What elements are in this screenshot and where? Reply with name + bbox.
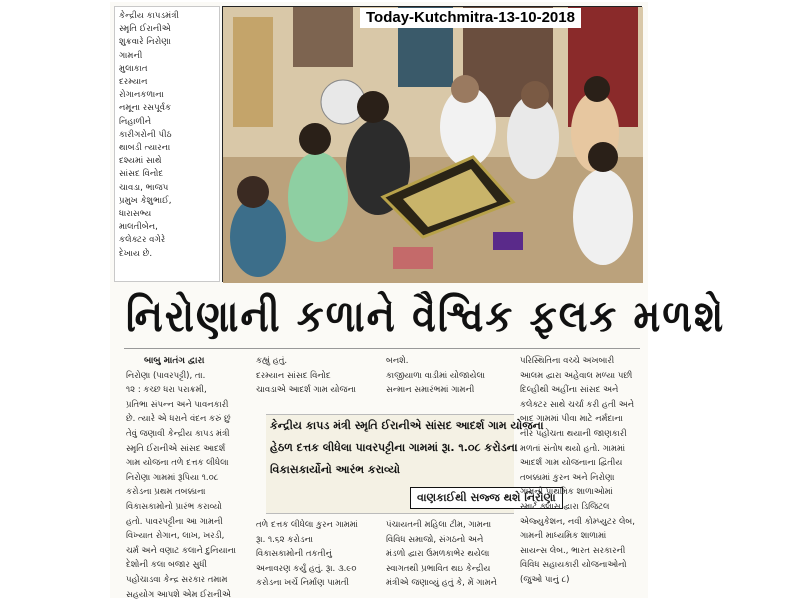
article-line: સાયન્સ લેબ., ભારત સરકારની [520, 544, 644, 559]
article-line: એજ્યુકેશન, નવી કોમ્પ્યુટર લેબ, [520, 515, 644, 530]
caption-line: દરમ્યાન [119, 76, 215, 89]
article-line: વિકાસકામોનો પ્રારંભ કરાવ્યો [126, 500, 252, 515]
article-line: મંડળો દ્વારા ઉમળકાભેર થયેલા [386, 547, 516, 562]
article-line: તેવું જણાવી કેન્દ્રીય કાપડ મંત્રી [126, 427, 252, 442]
caption-line: નમૂના રસપૂર્વક [119, 102, 215, 115]
article-line: કાજીયાળા વાડીમાં યોજાયેલા [386, 369, 516, 384]
article-line: છે. ત્યારે એ ધરાને વંદન કરું છું [126, 412, 252, 427]
caption-line: ગામની [119, 50, 215, 63]
caption-line: કારીગરોની પીઠ [119, 129, 215, 142]
article-line: દિલ્હીથી અહીંના સાંસદ અને [520, 383, 644, 398]
article-line: બાદ ગામમાં પીવા માટે નર્મદાના [520, 412, 644, 427]
article-column-3-top [386, 354, 516, 398]
article-line: મળતાં સંતોષ થયો હતો. ગામમાં [520, 442, 644, 457]
article-line: ગામની માધ્યમિક શાળામાં [520, 529, 644, 544]
caption-line: કેન્દ્રીય કાપડમંત્રી [119, 10, 215, 23]
article-line: નીર પહોંચતા થયાની જાણકારી [520, 427, 644, 442]
article-column-4 [520, 354, 644, 588]
article-line contd: (જુઓ પાનું ૮) [520, 573, 644, 588]
article-column-2-bottom [256, 518, 382, 591]
caption-line: ધારાસભ્ય [119, 208, 215, 221]
article-line: તબક્કામાં કુરન અને નિરોણા [520, 471, 644, 486]
newspaper-clipping [110, 2, 648, 598]
article-line: સહયોગ આપશે એમ ઈરાનીએ [126, 588, 252, 602]
divider [124, 348, 640, 349]
caption-line: નિહાળીને [119, 116, 215, 129]
caption-line: પ્રમુખ કેશુભાઈ, [119, 195, 215, 208]
article-line: નિરોણા (પાવરપટ્ટી), તા. [126, 369, 252, 384]
article-line: તળે દત્તક લીધેલા કુરન ગામમાં [256, 518, 382, 533]
article-line: અનાવરણ કર્યું હતું. રૂા. ૩.૯૦ [256, 562, 382, 577]
article-line: સ્માર્ટ ક્લાસ દ્વારા ડિજિટલ [520, 500, 644, 515]
article-line: વિખ્યાત રોગાન, લાખ, ખરડી, [126, 529, 252, 544]
article-line: પંચાયતની મહિલા ટીમ, ગામના [386, 518, 516, 533]
article-line: સન્માન સમારંભમાં ગામની [386, 383, 516, 398]
article-line: સ્મૃતિ ઈરાનીએ સાંસદ આદર્શ [126, 442, 252, 457]
photo-caption [114, 6, 220, 282]
article-line: ગામ યોજના તળે દત્તક લીધેલા [126, 456, 252, 471]
byline: બાબુ માતંગ દ્વારા [144, 354, 252, 369]
article-line: કરોડના પ્રથમ તબક્કાના [126, 485, 252, 500]
highlight-line: વિકાસકાર્યોનો આરંભ કરાવ્યો [266, 459, 514, 481]
photo-illustration [223, 7, 643, 283]
article-line: દરમ્યાન સાંસદ વિનોદ [256, 369, 382, 384]
article-line: વિવિધ સમાજો, સંગઠનો અને [386, 533, 516, 548]
caption-line: રોગાનકળાના [119, 89, 215, 102]
article-line: રૂા. ૧.૬૨ કરોડના [256, 533, 382, 548]
article-line: નિરોણા ગામમાં રૂપિયા ૧.૦૮ [126, 471, 252, 486]
article-line: આલમ દ્વારા અહેવાલ મળ્યા પછી [520, 369, 644, 384]
dateline: Today-Kutchmitra-13-10-2018 [360, 8, 581, 28]
highlight-line: હેઠળ દત્તક લીધેલા પાવરપટ્ટીના ગામમાં રૂા. ૧.૦૮ કરોડના [266, 437, 514, 459]
article-line: મંત્રીએ જણાવ્યું હતું કે, મેં ગામને [386, 576, 516, 591]
caption-line: માલતીબેન, [119, 221, 215, 234]
article-line: ચાવડાએ આદર્શ ગામ યોજના [256, 383, 382, 398]
article-line: હતો. પાવરપટ્ટીના આ ગામની [126, 515, 252, 530]
caption-line: સ્મૃતિ ઈરાનીએ [119, 23, 215, 36]
article-column-2-top [256, 354, 382, 398]
news-photo [222, 6, 642, 282]
caption-line: કલેક્ટર વગેરે [119, 234, 215, 247]
caption-line: શુક્રવારે નિરોણા [119, 36, 215, 49]
article-line: પ્રતિભા સંપન્ન અને પાવનકારી [126, 398, 252, 413]
article-line: ૧૨ : કચ્છ ધરા પરાક્રમી, [126, 383, 252, 398]
article-line: ચર્મ અને વણાટ કલાને દુનિયાના [126, 544, 252, 559]
caption-line: ચાવડા, ભાજપ [119, 182, 215, 195]
article-line: કહ્યું હતું. [256, 354, 382, 369]
subdeck: વાણકાઈથી સજ્જ થશે નિરોણા [410, 487, 563, 509]
article-line: વિકાસકામોની તકતીનું [256, 547, 382, 562]
article-line: બનશે. [386, 354, 516, 369]
article-column-3-bottom [386, 518, 516, 591]
article-line: પરિસ્થિતિના વચ્ચે અખબારી [520, 354, 644, 369]
caption-line: દેખાય છે. [119, 248, 215, 261]
article-line: સ્વાગતથી પ્રભાવિત થઇ કેન્દ્રીય [386, 562, 516, 577]
article-line: કલેક્ટર સાથે ચર્ચા કરી હતી અને [520, 398, 644, 413]
article-line: આદર્શ ગામ યોજનાના દ્વિતીય [520, 456, 644, 471]
caption-line: દશ્યમાં સાથે [119, 155, 215, 168]
headline: નિરોણાની કળાને વૈશ્વિક ફલક મળશે [126, 282, 646, 351]
article-line: પહોંચાડવા કેન્દ્ર સરકાર તમામ [126, 573, 252, 588]
caption-line: મુલાકાત [119, 63, 215, 76]
caption-line: સાંસદ વિનોદ [119, 168, 215, 181]
article-line: કરોડના ખર્ચે નિર્માણ પામતી [256, 576, 382, 591]
highlight-line: કેન્દ્રીય કાપડ મંત્રી સ્મૃતિ ઈરાનીએ સાંસદ આદર્શ ગામ યોજના [266, 415, 514, 437]
article-line: વિવિધ સહાયકારી યોજનાઓનો [520, 558, 644, 573]
article-line: દેશોની કલા બજાર સુધી [126, 558, 252, 573]
article-column-1 [126, 354, 252, 602]
caption-line: થાબડી ત્યારના [119, 142, 215, 155]
article-line: ગામની પ્રાથમિક શાળાઓમાં [520, 485, 644, 500]
